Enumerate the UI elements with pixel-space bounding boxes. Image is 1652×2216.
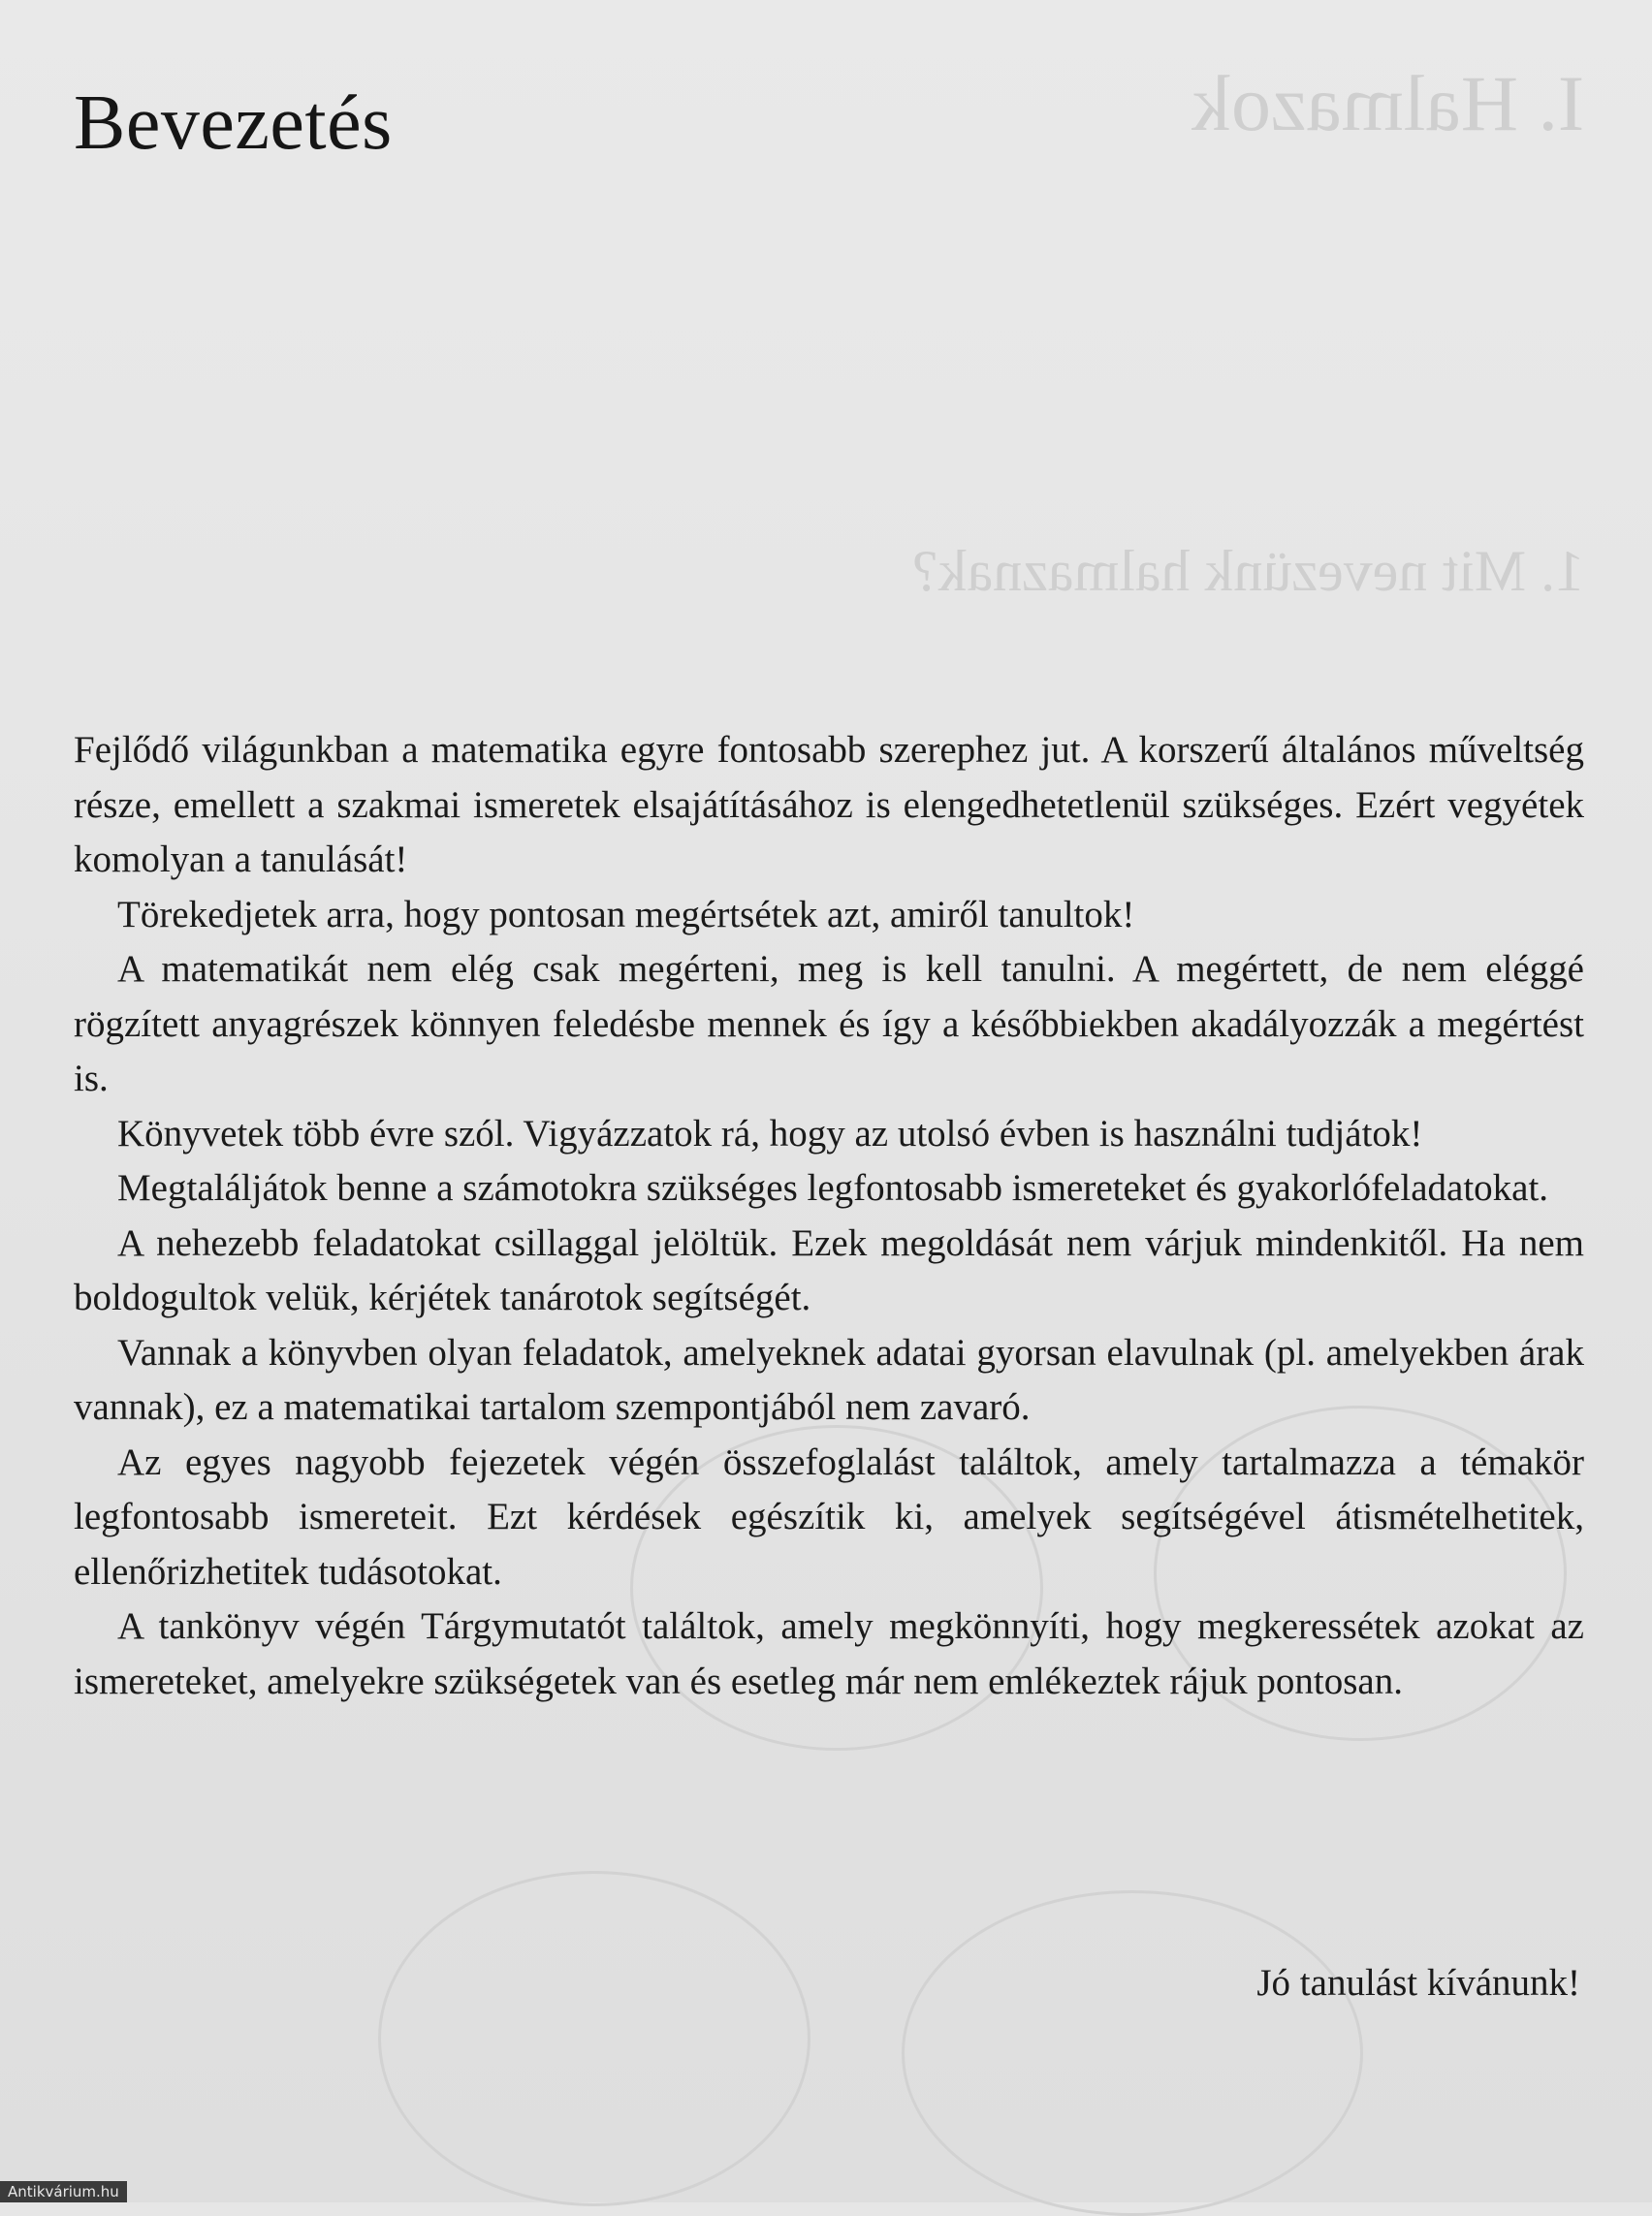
paragraph: A matematikát nem elég csak megérteni, meg is kell tanulni. A megértett, de nem eléggé rögzített anyagrészek könnyen feledésbe mennek és így a későbbiekben akadályozzák a megértést is. [74,948,1584,1099]
paragraph: Törekedjetek arra, hogy pontosan megértsétek azt, amiről tanultok! [117,893,1135,935]
paragraph: A tankönyv végén Tárgymutatót találtok, amely megkönnyíti, hogy megkeressétek azokat az ismereteket, amelyekre szükségetek van és esetleg már nem emlékeztek rájuk pontosan. [74,1605,1584,1702]
paragraph: Fejlődő világunkban a matematika egyre fontosabb szerephez jut. A korszerű általános műveltség része, emellett a szakmai ismeretek elsajátításához is elengedhetetlenül szükséges. Ezért vegyétek komolyan a tanulását! [74,729,1584,880]
paragraph: Vannak a könyvben olyan feladatok, amelyeknek adatai gyorsan elavulnak (pl. amelyekben árak vannak), ez a matematikai tartalom szempontjából nem zavaró. [74,1331,1584,1428]
watermark: Antikvárium.hu [0,2181,127,2202]
paragraph: Könyvetek több évre szól. Vigyázzatok rá, hogy az utolsó évben is használni tudjátok! [117,1112,1423,1155]
closing-line: Jó tanulást kívánunk! [1256,1962,1580,2004]
show-through-circle [378,1871,810,2206]
show-through-heading: I. Halmazok [1191,59,1584,147]
introduction-text [74,723,1584,1709]
paragraph: Megtaláljátok benne a számotokra szükséges legfontosabb ismereteket és gyakorlófeladatokat. [117,1167,1549,1209]
show-through-subheading: 1. Mit nevezünk halmaznak? [911,539,1584,603]
show-through-circle [902,1890,1363,2216]
page-title: Bevezetés [74,80,393,166]
paragraph: Az egyes nagyobb fejezetek végén összefoglalást találtok, amely tartalmazza a témakör legfontosabb ismereteit. Ezt kérdések egészítik ki, amelyek segítségével átismételhetitek, ellenőrizhetitek tudásotokat. [74,1440,1584,1593]
paragraph: A nehezebb feladatokat csillaggal jelöltük. Ezek megoldását nem várjuk mindenkitől. Ha nem boldogultok velük, kérjétek tanárotok segítségét. [74,1221,1584,1318]
